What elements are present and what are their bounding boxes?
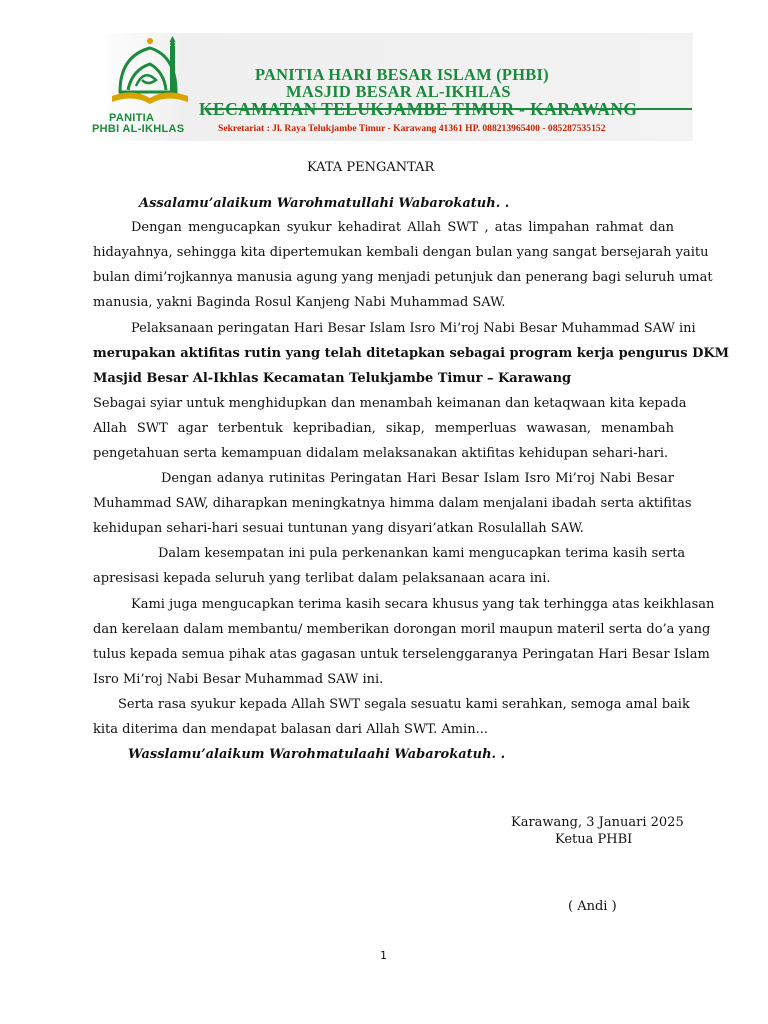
paragraph-line: Sebagai syiar untuk menghidupkan dan menambah keimanan dan ketaqwaan kita kepada (93, 396, 687, 411)
paragraph-line: hidayahnya, sehingga kita dipertemukan kembali dengan bulan yang sangat bersejarah yaitu (93, 245, 709, 260)
paragraph-line: Kami juga mengucapkan terima kasih secara khusus yang tak terhingga atas keikhlasan (131, 597, 715, 612)
paragraph-line: apresisasi kepada seluruh yang terlibat dalam pelaksanaan acara ini. (93, 571, 551, 586)
paragraph-line: Pelaksanaan peringatan Hari Besar Islam Isro Mi’roj Nabi Besar Muhammad SAW ini (131, 321, 696, 336)
paragraph-line: Dengan mengucapkan syukur kehadirat Allah SWT , atas limpahan rahmat dan (131, 220, 674, 235)
paragraph-line: kehidupan sehari-hari sesuai tuntunan yang disyari’atkan Rosulallah SAW. (93, 521, 584, 536)
paragraph-line: Isro Mi’roj Nabi Besar Muhammad SAW ini. (93, 672, 384, 687)
paragraph-line-bold: merupakan aktifitas rutin yang telah ditetapkan sebagai program kerja pengurus DKM (93, 346, 730, 361)
paragraph-line: bulan dimi’rojkannya manusia agung yang menjadi petunjuk dan penerang bagi seluruh umat (93, 270, 713, 285)
logo-label-panitia: PANITIA (109, 112, 155, 124)
paragraph-line: pengetahuan serta kemampuan didalam melaksanakan aktifitas kehidupan sehari-hari. (93, 446, 669, 461)
secretariat-address: Sekretariat : Jl. Raya Telukjambe Timur - Karawang 41361 HP. 088213965400 - 085287535152 (218, 123, 606, 134)
page-number: 1 (380, 949, 387, 962)
org-name-line1: PANITIA HARI BESAR ISLAM (PHBI) (255, 65, 549, 84)
paragraph-line: dan kerelaan dalam membantu/ memberikan dorongan moril maupun materil serta do’a yang (93, 622, 711, 637)
paragraph-line: Serta rasa syukur kepada Allah SWT segala sesuatu kami serahkan, semoga amal baik (118, 697, 690, 712)
signatory-position: Ketua PHBI (555, 832, 633, 847)
signatory-name: ( Andi ) (568, 899, 617, 914)
document-title: KATA PENGANTAR (307, 160, 435, 175)
paragraph-line: kita diterima dan mendapat balasan dari Allah SWT. Amin... (93, 722, 488, 737)
greeting-closing: Wasslamu’alaikum Warohmatulaahi Wabarokatuh. . (128, 747, 506, 762)
greeting-opening: Assalamu’alaikum Warohmatullahi Wabarokatuh. . (139, 196, 510, 211)
mosque-logo-icon (100, 34, 200, 116)
paragraph-line-bold: Masjid Besar Al-Ikhlas Kecamatan Telukjambe Timur – Karawang (93, 371, 572, 386)
paragraph-line: Allah SWT agar terbentuk kepribadian, sikap, memperluas wawasan, menambah (93, 421, 674, 436)
paragraph-line: manusia, yakni Baginda Rosul Kanjeng Nabi Muhammad SAW. (93, 295, 506, 310)
paragraph-line: Dengan adanya rutinitas Peringatan Hari Besar Islam Isro Mi’roj Nabi Besar (161, 471, 674, 486)
org-name-line3: KECAMATAN TELUKJAMBE TIMUR - KARAWANG (199, 99, 638, 119)
paragraph-line: Muhammad SAW, diharapkan meningkatnya himma dalam menjalani ibadah serta aktifitas (93, 496, 692, 511)
place-date: Karawang, 3 Januari 2025 (511, 815, 684, 830)
paragraph-line: Dalam kesempatan ini pula perkenankan kami mengucapkan terima kasih serta (158, 546, 686, 561)
logo-label-phbi: PHBI AL-IKHLAS (92, 123, 185, 135)
paragraph-line: tulus kepada semua pihak atas gagasan untuk terselenggaranya Peringatan Hari Besar Islam (93, 647, 710, 662)
org-name-line2: MASJID BESAR AL-IKHLAS (286, 82, 511, 101)
